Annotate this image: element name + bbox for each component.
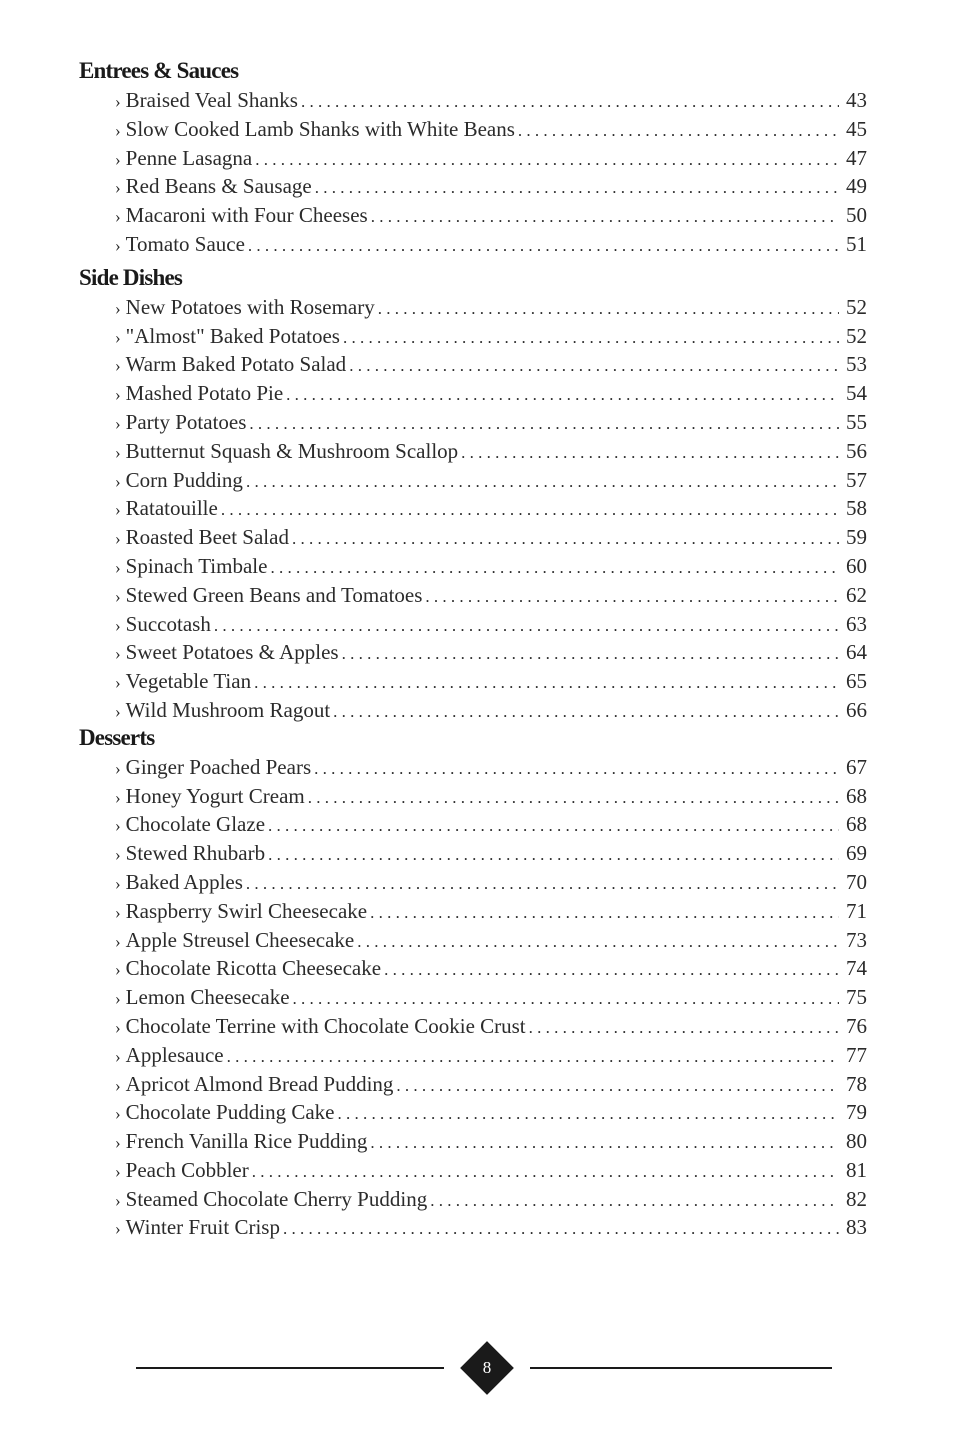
entry-title: Vegetable Tian	[125, 669, 252, 694]
entry-title: Winter Fruit Crisp	[125, 1215, 280, 1240]
chevron-right-icon: ›	[115, 758, 121, 778]
entry-title: Spinach Timbale	[125, 553, 268, 578]
chevron-right-icon: ›	[115, 471, 121, 491]
chevron-right-icon: ›	[115, 902, 121, 922]
dot-leader	[308, 784, 839, 811]
entry-page-number: 70	[846, 869, 867, 894]
entry-title: Sweet Potatoes & Apples	[125, 640, 339, 665]
toc-entry[interactable]	[79, 897, 867, 926]
entry-page-number: 76	[846, 1013, 867, 1038]
toc-entry[interactable]	[79, 696, 867, 725]
dot-leader	[333, 698, 839, 725]
dot-leader	[227, 1043, 839, 1070]
chevron-right-icon: ›	[115, 385, 121, 405]
chevron-right-icon: ›	[115, 644, 121, 664]
toc-entry[interactable]	[79, 201, 867, 230]
entry-title: Stewed Rhubarb	[125, 841, 266, 866]
dot-leader	[293, 985, 839, 1012]
dot-leader	[518, 117, 839, 144]
entry-page-number: 69	[846, 841, 867, 866]
chevron-right-icon: ›	[115, 235, 121, 255]
entry-title: Slow Cooked Lamb Shanks with White Beans	[125, 116, 515, 141]
entry-page-number: 56	[846, 438, 867, 463]
dot-leader	[252, 1158, 839, 1185]
footer-rule-left	[136, 1367, 444, 1369]
entry-page-number: 63	[846, 611, 867, 636]
dot-leader	[430, 1187, 839, 1214]
dot-leader	[292, 525, 839, 552]
dot-leader	[529, 1014, 839, 1041]
entry-page-number: 74	[846, 956, 867, 981]
chevron-right-icon: ›	[115, 989, 121, 1009]
entry-title: New Potatoes with Rosemary	[125, 294, 375, 319]
toc-entry[interactable]	[79, 1098, 867, 1127]
chevron-right-icon: ›	[115, 1161, 121, 1181]
entry-page-number: 50	[846, 203, 867, 228]
entry-title: Ginger Poached Pears	[125, 754, 312, 779]
entry-page-number: 60	[846, 553, 867, 578]
entry-page-number: 68	[846, 783, 867, 808]
toc-entry[interactable]	[79, 86, 867, 115]
toc-entry[interactable]	[79, 144, 867, 173]
entry-page-number: 52	[846, 323, 867, 348]
entry-title: Chocolate Pudding Cake	[125, 1100, 335, 1125]
chevron-right-icon: ›	[115, 1219, 121, 1239]
toc-entry[interactable]	[79, 408, 867, 437]
entry-title: Roasted Beet Salad	[125, 525, 289, 550]
footer-rule-right	[530, 1367, 832, 1369]
chevron-right-icon: ›	[115, 1046, 121, 1066]
entry-title: Warm Baked Potato Salad	[125, 352, 347, 377]
entry-page-number: 73	[846, 927, 867, 952]
entry-title: Butternut Squash & Mushroom Scallop	[125, 438, 459, 463]
entry-page-number: 79	[846, 1100, 867, 1125]
entry-title: Apple Streusel Cheesecake	[125, 927, 355, 952]
chevron-right-icon: ›	[115, 1190, 121, 1210]
chevron-right-icon: ›	[115, 500, 121, 520]
entry-title: Tomato Sauce	[125, 231, 245, 256]
entry-page-number: 68	[846, 812, 867, 837]
chevron-right-icon: ›	[115, 673, 121, 693]
toc-entry[interactable]	[79, 437, 867, 466]
dot-leader	[461, 439, 839, 466]
toc-entry[interactable]	[79, 1070, 867, 1099]
section-entrees-sauces	[79, 56, 867, 259]
entry-title: Stewed Green Beans and Tomatoes	[125, 582, 423, 607]
toc-entry[interactable]	[79, 523, 867, 552]
entry-page-number: 53	[846, 352, 867, 377]
entry-page-number: 54	[846, 381, 867, 406]
entry-title: Red Beans & Sausage	[125, 174, 312, 199]
dot-leader	[270, 554, 839, 581]
entry-page-number: 77	[846, 1042, 867, 1067]
chevron-right-icon: ›	[115, 1017, 121, 1037]
chevron-right-icon: ›	[115, 845, 121, 865]
dot-leader	[246, 468, 839, 495]
entry-page-number: 71	[846, 898, 867, 923]
page-number: 8	[482, 1358, 492, 1377]
section-heading: Side Dishes	[79, 264, 183, 290]
entry-title: Steamed Chocolate Cherry Pudding	[125, 1186, 428, 1211]
chevron-right-icon: ›	[115, 931, 121, 951]
entry-page-number: 81	[846, 1157, 867, 1182]
chevron-right-icon: ›	[115, 298, 121, 318]
toc-entry[interactable]	[79, 172, 867, 201]
entry-page-number: 62	[846, 582, 867, 607]
entry-title: Mashed Potato Pie	[125, 381, 284, 406]
section-desserts	[79, 723, 867, 1243]
toc-entry[interactable]	[79, 1012, 867, 1041]
dot-leader	[343, 324, 839, 351]
chevron-right-icon: ›	[115, 960, 121, 980]
dot-leader	[371, 203, 839, 230]
entry-page-number: 83	[846, 1215, 867, 1240]
dot-leader	[283, 1215, 839, 1242]
chevron-right-icon: ›	[115, 873, 121, 893]
entry-title: Penne Lasagna	[125, 145, 253, 170]
toc-entry[interactable]	[79, 1156, 867, 1185]
entry-title: Baked Apples	[125, 869, 243, 894]
toc-entry[interactable]	[79, 638, 867, 667]
chevron-right-icon: ›	[115, 120, 121, 140]
chevron-right-icon: ›	[115, 149, 121, 169]
section-heading: Entrees & Sauces	[79, 58, 239, 83]
entry-page-number: 58	[846, 496, 867, 521]
dot-leader	[349, 352, 839, 379]
entry-page-number: 51	[846, 231, 867, 256]
chevron-right-icon: ›	[115, 816, 121, 836]
toc-entry[interactable]	[79, 1185, 867, 1214]
dot-leader	[249, 410, 839, 437]
chevron-right-icon: ›	[115, 442, 121, 462]
chevron-right-icon: ›	[115, 327, 121, 347]
entry-title: Ratatouille	[125, 496, 218, 521]
chevron-right-icon: ›	[115, 557, 121, 577]
entry-page-number: 64	[846, 640, 867, 665]
toc-entry[interactable]	[79, 667, 867, 696]
toc-entry[interactable]	[79, 610, 867, 639]
dot-leader	[357, 928, 839, 955]
toc-entry[interactable]	[79, 1127, 867, 1156]
entry-page-number: 67	[846, 754, 867, 779]
entry-title: Lemon Cheesecake	[125, 985, 290, 1010]
dot-leader	[255, 146, 839, 173]
toc-entry[interactable]	[79, 494, 867, 523]
entry-page-number: 57	[846, 467, 867, 492]
entry-page-number: 75	[846, 985, 867, 1010]
dot-leader	[425, 583, 839, 610]
entry-page-number: 43	[846, 88, 867, 112]
entry-title: Chocolate Ricotta Cheesecake	[125, 956, 382, 981]
section-side-dishes	[79, 263, 867, 725]
chevron-right-icon: ›	[115, 529, 121, 549]
entry-page-number: 66	[846, 697, 867, 722]
toc-entry[interactable]	[79, 926, 867, 955]
entry-page-number: 80	[846, 1129, 867, 1154]
chevron-right-icon: ›	[115, 413, 121, 433]
toc-entry[interactable]	[79, 293, 867, 322]
entry-page-number: 55	[846, 409, 867, 434]
dot-leader	[248, 232, 839, 259]
toc-entry[interactable]	[79, 1213, 867, 1242]
table-of-contents	[79, 56, 867, 1242]
dot-leader	[337, 1100, 839, 1127]
chevron-right-icon: ›	[115, 1104, 121, 1124]
toc-entry[interactable]	[79, 753, 867, 782]
toc-entry[interactable]	[79, 1041, 867, 1070]
entry-title: Apricot Almond Bread Pudding	[125, 1071, 394, 1096]
entry-title: "Almost" Baked Potatoes	[125, 323, 340, 348]
dot-leader	[286, 381, 839, 408]
entry-title: Applesauce	[125, 1042, 224, 1067]
entry-page-number: 65	[846, 669, 867, 694]
dot-leader	[370, 1129, 839, 1156]
entry-page-number: 47	[846, 145, 867, 170]
entry-title: Succotash	[125, 611, 211, 636]
entry-title: Macaroni with Four Cheeses	[125, 203, 368, 228]
dot-leader	[378, 295, 839, 322]
entry-title: Wild Mushroom Ragout	[125, 697, 331, 722]
chevron-right-icon: ›	[115, 178, 121, 198]
dot-leader	[315, 174, 839, 201]
dot-leader	[396, 1072, 839, 1099]
entry-title: Braised Veal Shanks	[125, 88, 298, 112]
entry-title: Corn Pudding	[125, 467, 243, 492]
entry-page-number: 45	[846, 116, 867, 141]
dot-leader	[214, 612, 839, 639]
chevron-right-icon: ›	[115, 1075, 121, 1095]
chevron-right-icon: ›	[115, 1133, 121, 1153]
dot-leader	[268, 841, 839, 868]
chevron-right-icon: ›	[115, 701, 121, 721]
chevron-right-icon: ›	[115, 207, 121, 227]
toc-entry[interactable]	[79, 552, 867, 581]
entry-page-number: 82	[846, 1186, 867, 1211]
toc-entry[interactable]	[79, 868, 867, 897]
entry-title: Honey Yogurt Cream	[125, 783, 305, 808]
toc-entry[interactable]	[79, 839, 867, 868]
chevron-right-icon: ›	[115, 787, 121, 807]
entry-page-number: 49	[846, 174, 867, 199]
dot-leader	[342, 640, 839, 667]
toc-entry[interactable]	[79, 230, 867, 259]
entry-title: Raspberry Swirl Cheesecake	[125, 898, 368, 923]
entry-title: French Vanilla Rice Pudding	[125, 1129, 368, 1154]
chevron-right-icon: ›	[115, 615, 121, 635]
entry-title: Party Potatoes	[125, 409, 247, 434]
dot-leader	[221, 496, 839, 523]
entry-page-number: 78	[846, 1071, 867, 1096]
toc-entry[interactable]	[79, 810, 867, 839]
chevron-right-icon: ›	[115, 92, 121, 111]
dot-leader	[314, 755, 839, 782]
toc-entry[interactable]	[79, 379, 867, 408]
chevron-right-icon: ›	[115, 356, 121, 376]
dot-leader	[370, 899, 839, 926]
toc-entry[interactable]	[79, 466, 867, 495]
section-heading: Desserts	[79, 724, 155, 750]
toc-entry[interactable]	[79, 322, 867, 351]
toc-entry[interactable]	[79, 115, 867, 144]
toc-entry[interactable]	[79, 983, 867, 1012]
entry-title: Chocolate Glaze	[125, 812, 266, 837]
dot-leader	[254, 669, 839, 696]
dot-leader	[246, 870, 839, 897]
entry-title: Peach Cobbler	[125, 1157, 249, 1182]
dot-leader	[384, 956, 839, 983]
toc-entry[interactable]	[79, 954, 867, 983]
dot-leader	[301, 88, 839, 115]
entry-title: Chocolate Terrine with Chocolate Cookie Crust	[125, 1013, 526, 1038]
chevron-right-icon: ›	[115, 586, 121, 606]
toc-entry[interactable]	[79, 581, 867, 610]
dot-leader	[268, 812, 839, 839]
toc-entry[interactable]	[79, 782, 867, 811]
entry-page-number: 52	[846, 294, 867, 319]
entry-page-number: 59	[846, 525, 867, 550]
page-footer	[0, 1340, 954, 1396]
toc-entry[interactable]	[79, 350, 867, 379]
